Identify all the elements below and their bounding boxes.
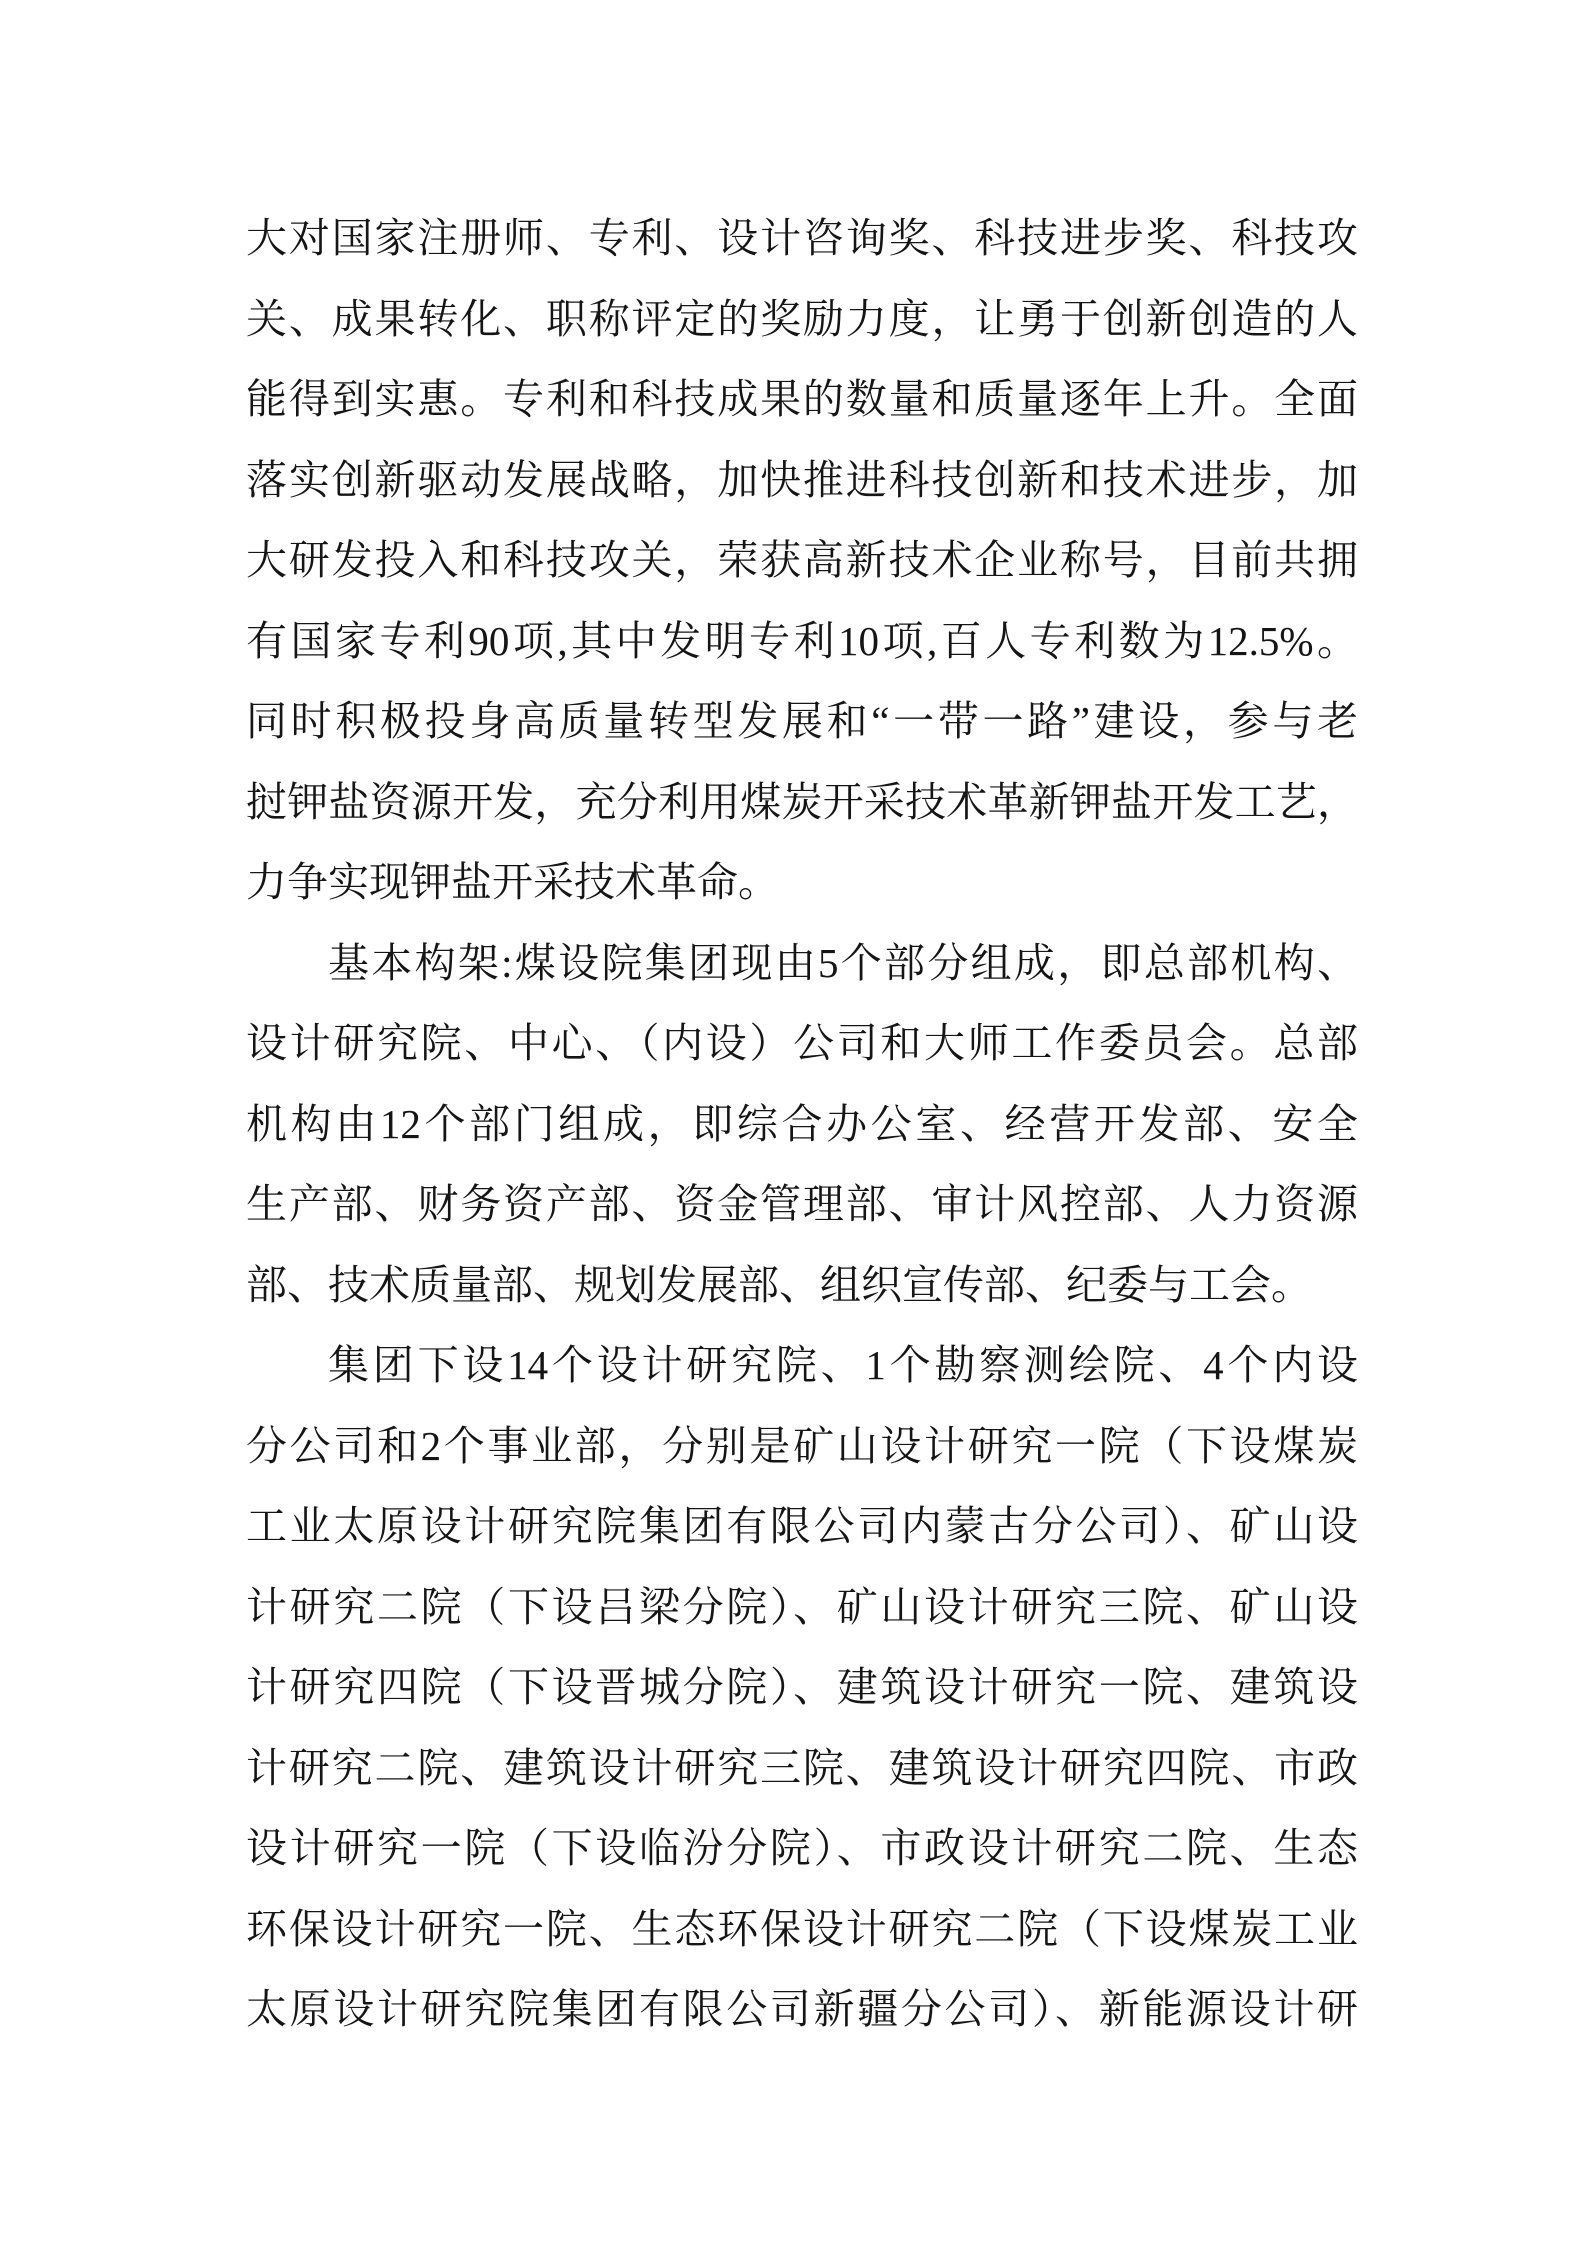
text-line: 有国家专利90项,其中发明专利10项,百人专利数为12.5%。 — [246, 617, 1358, 664]
text-line: 同时积极投身高质量转型发展和“一带一路”建设，参与老 — [246, 698, 1358, 744]
paragraph — [246, 1325, 1358, 2050]
text-line: 太原设计研究院集团有限公司新疆分公司）、新能源设计研 — [246, 1986, 1358, 2032]
text-line: 挝钾盐资源开发，充分利用煤炭开采技术革新钾盐开发工艺， — [246, 778, 1358, 825]
text-line: 设计研究院、中心、（内设）公司和大师工作委员会。总部 — [246, 1020, 1358, 1066]
text-line: 基本构架:煤设院集团现由5个部分组成，即总部机构、 — [328, 939, 1358, 986]
text-line: 生产部、财务资产部、资金管理部、审计风控部、人力资源 — [246, 1181, 1358, 1227]
paragraph — [246, 198, 1358, 923]
text-line: 大研发投入和科技攻关，荣获高新技术企业称号，目前共拥 — [246, 537, 1358, 583]
text-block — [246, 198, 1358, 2050]
text-line: 大对国家注册师、专利、设计咨询奖、科技进步奖、科技攻 — [246, 215, 1358, 261]
text-line: 集团下设14个设计研究院、1个勘察测绘院、4个内设 — [328, 1342, 1358, 1388]
text-line: 落实创新驱动发展战略，加快推进科技创新和技术进步，加 — [246, 456, 1358, 503]
text-line: 计研究二院（下设吕梁分院）、矿山设计研究三院、矿山设 — [246, 1583, 1358, 1630]
text-line: 工业太原设计研究院集团有限公司内蒙古分公司）、矿山设 — [246, 1503, 1358, 1549]
text-line: 机构由12个部门组成，即综合办公室、经营开发部、安全 — [246, 1100, 1358, 1147]
paragraph — [246, 923, 1358, 1326]
text-line: 能得到实惠。专利和科技成果的数量和质量逐年上升。全面 — [246, 376, 1358, 422]
text-line: 关、成果转化、职称评定的奖励力度，让勇于创新创造的人 — [246, 295, 1358, 342]
text-line: 分公司和2个事业部，分别是矿山设计研究一院（下设煤炭 — [246, 1422, 1358, 1469]
text-line: 部、技术质量部、规划发展部、组织宣传部、纪委与工会。 — [246, 1261, 1312, 1308]
text-line: 环保设计研究一院、生态环保设计研究二院（下设煤炭工业 — [246, 1905, 1358, 1952]
text-line: 力争实现钾盐开采技术革命。 — [246, 859, 779, 905]
text-line: 计研究二院、建筑设计研究三院、建筑设计研究四院、市政 — [246, 1744, 1358, 1791]
text-line: 计研究四院（下设晋城分院）、建筑设计研究一院、建筑设 — [246, 1664, 1358, 1710]
text-line: 设计研究一院（下设临汾分院）、市政设计研究二院、生态 — [246, 1825, 1358, 1871]
